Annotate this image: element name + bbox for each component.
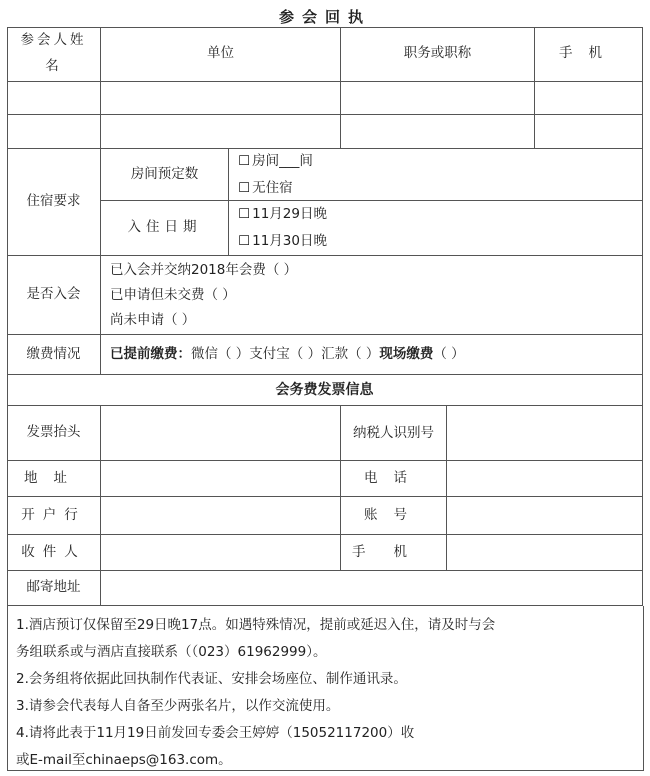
account-label: 账号 [341, 497, 447, 535]
attendee-2-phone[interactable] [535, 115, 643, 149]
room-count-label: 房间预定数 [101, 149, 229, 201]
room-option[interactable]: ☐ 房间___间 [238, 148, 313, 175]
address-value[interactable] [101, 461, 341, 497]
payment-channels[interactable]: 微信（ ）支付宝（ ）汇款（ ） [191, 345, 380, 362]
checkin-date-label: 入住日期 [101, 201, 229, 256]
payment-label: 缴费情况 [7, 335, 101, 375]
prepaid-label: 已提前缴费： [110, 345, 191, 362]
receiver-value[interactable] [101, 535, 341, 571]
attendee-1-phone[interactable] [535, 82, 643, 115]
membership-options [101, 256, 643, 335]
onsite-label: 现场缴费 [379, 345, 434, 362]
mobile-value[interactable] [447, 535, 643, 571]
onsite-blank[interactable]: （ ） [433, 345, 465, 362]
payment-options [101, 335, 643, 375]
notes-right-border [643, 606, 644, 771]
header-phone: 手机 [535, 27, 643, 82]
note-2: 2.会务组将依据此回执制作代表证、安排会场座位、制作通讯录。 [16, 671, 407, 687]
lodging-label: 住宿要求 [7, 149, 101, 256]
tel-label: 电话 [341, 461, 447, 497]
membership-opt-3[interactable]: 尚未申请（ ） [110, 311, 196, 328]
tel-value[interactable] [447, 461, 643, 497]
note-1b: 务组联系或与酒店直接联系（（023）61962999）。 [16, 644, 327, 660]
attendee-1-position[interactable] [341, 82, 535, 115]
attendee-1-name[interactable] [7, 82, 101, 115]
header-name: 参会人姓名 [7, 27, 101, 82]
note-4a: 4.请将此表于11月19日前发回专委会王婷婷（15052117200）收 [16, 725, 415, 741]
membership-opt-1[interactable]: 已入会并交纳2018年会费（ ） [110, 261, 298, 278]
date-option-1[interactable]: ☐ 11月29日晚 [238, 201, 327, 228]
invoice-section-title: 会务费发票信息 [7, 375, 643, 406]
header-unit: 单位 [101, 27, 341, 82]
date-option-2[interactable]: ☐ 11月30日晚 [238, 228, 327, 255]
attendee-2-name[interactable] [7, 115, 101, 149]
form-title: 参会回执 [278, 8, 371, 26]
attendee-2-position[interactable] [341, 115, 535, 149]
bank-value[interactable] [101, 497, 341, 535]
attendee-1-unit[interactable] [101, 82, 341, 115]
invoice-header-label: 发票抬头 [7, 406, 101, 461]
taxid-label: 纳税人识别号 [341, 406, 447, 461]
room-options [229, 149, 643, 201]
note-3: 3.请参会代表每人自备至少两张名片，以作交流使用。 [16, 698, 340, 714]
address-label: 地址 [7, 461, 101, 497]
no-room-option[interactable]: ☐ 无住宿 [238, 175, 293, 202]
note-1a: 1.酒店预订仅保留至29日晚17点。如遇特殊情况，提前或延迟入住，请及时与会 [16, 617, 496, 633]
bank-label: 开户行 [7, 497, 101, 535]
mail-address-label: 邮寄地址 [7, 571, 101, 606]
account-value[interactable] [447, 497, 643, 535]
taxid-value[interactable] [447, 406, 643, 461]
membership-label: 是否入会 [7, 256, 101, 335]
note-4b: 或E-mail至chinaeps@163.com。 [16, 752, 232, 768]
checkin-date-options [229, 201, 643, 256]
notes-bottom-border [7, 770, 644, 771]
attendee-2-unit[interactable] [101, 115, 341, 149]
mobile-label: 手机 [341, 535, 447, 571]
receiver-label: 收件人 [7, 535, 101, 571]
membership-opt-2[interactable]: 已申请但未交费（ ） [110, 286, 236, 303]
mail-address-value[interactable] [101, 571, 643, 606]
header-position: 职务或职称 [341, 27, 535, 82]
invoice-header-value[interactable] [101, 406, 341, 461]
notes-block [7, 606, 643, 774]
